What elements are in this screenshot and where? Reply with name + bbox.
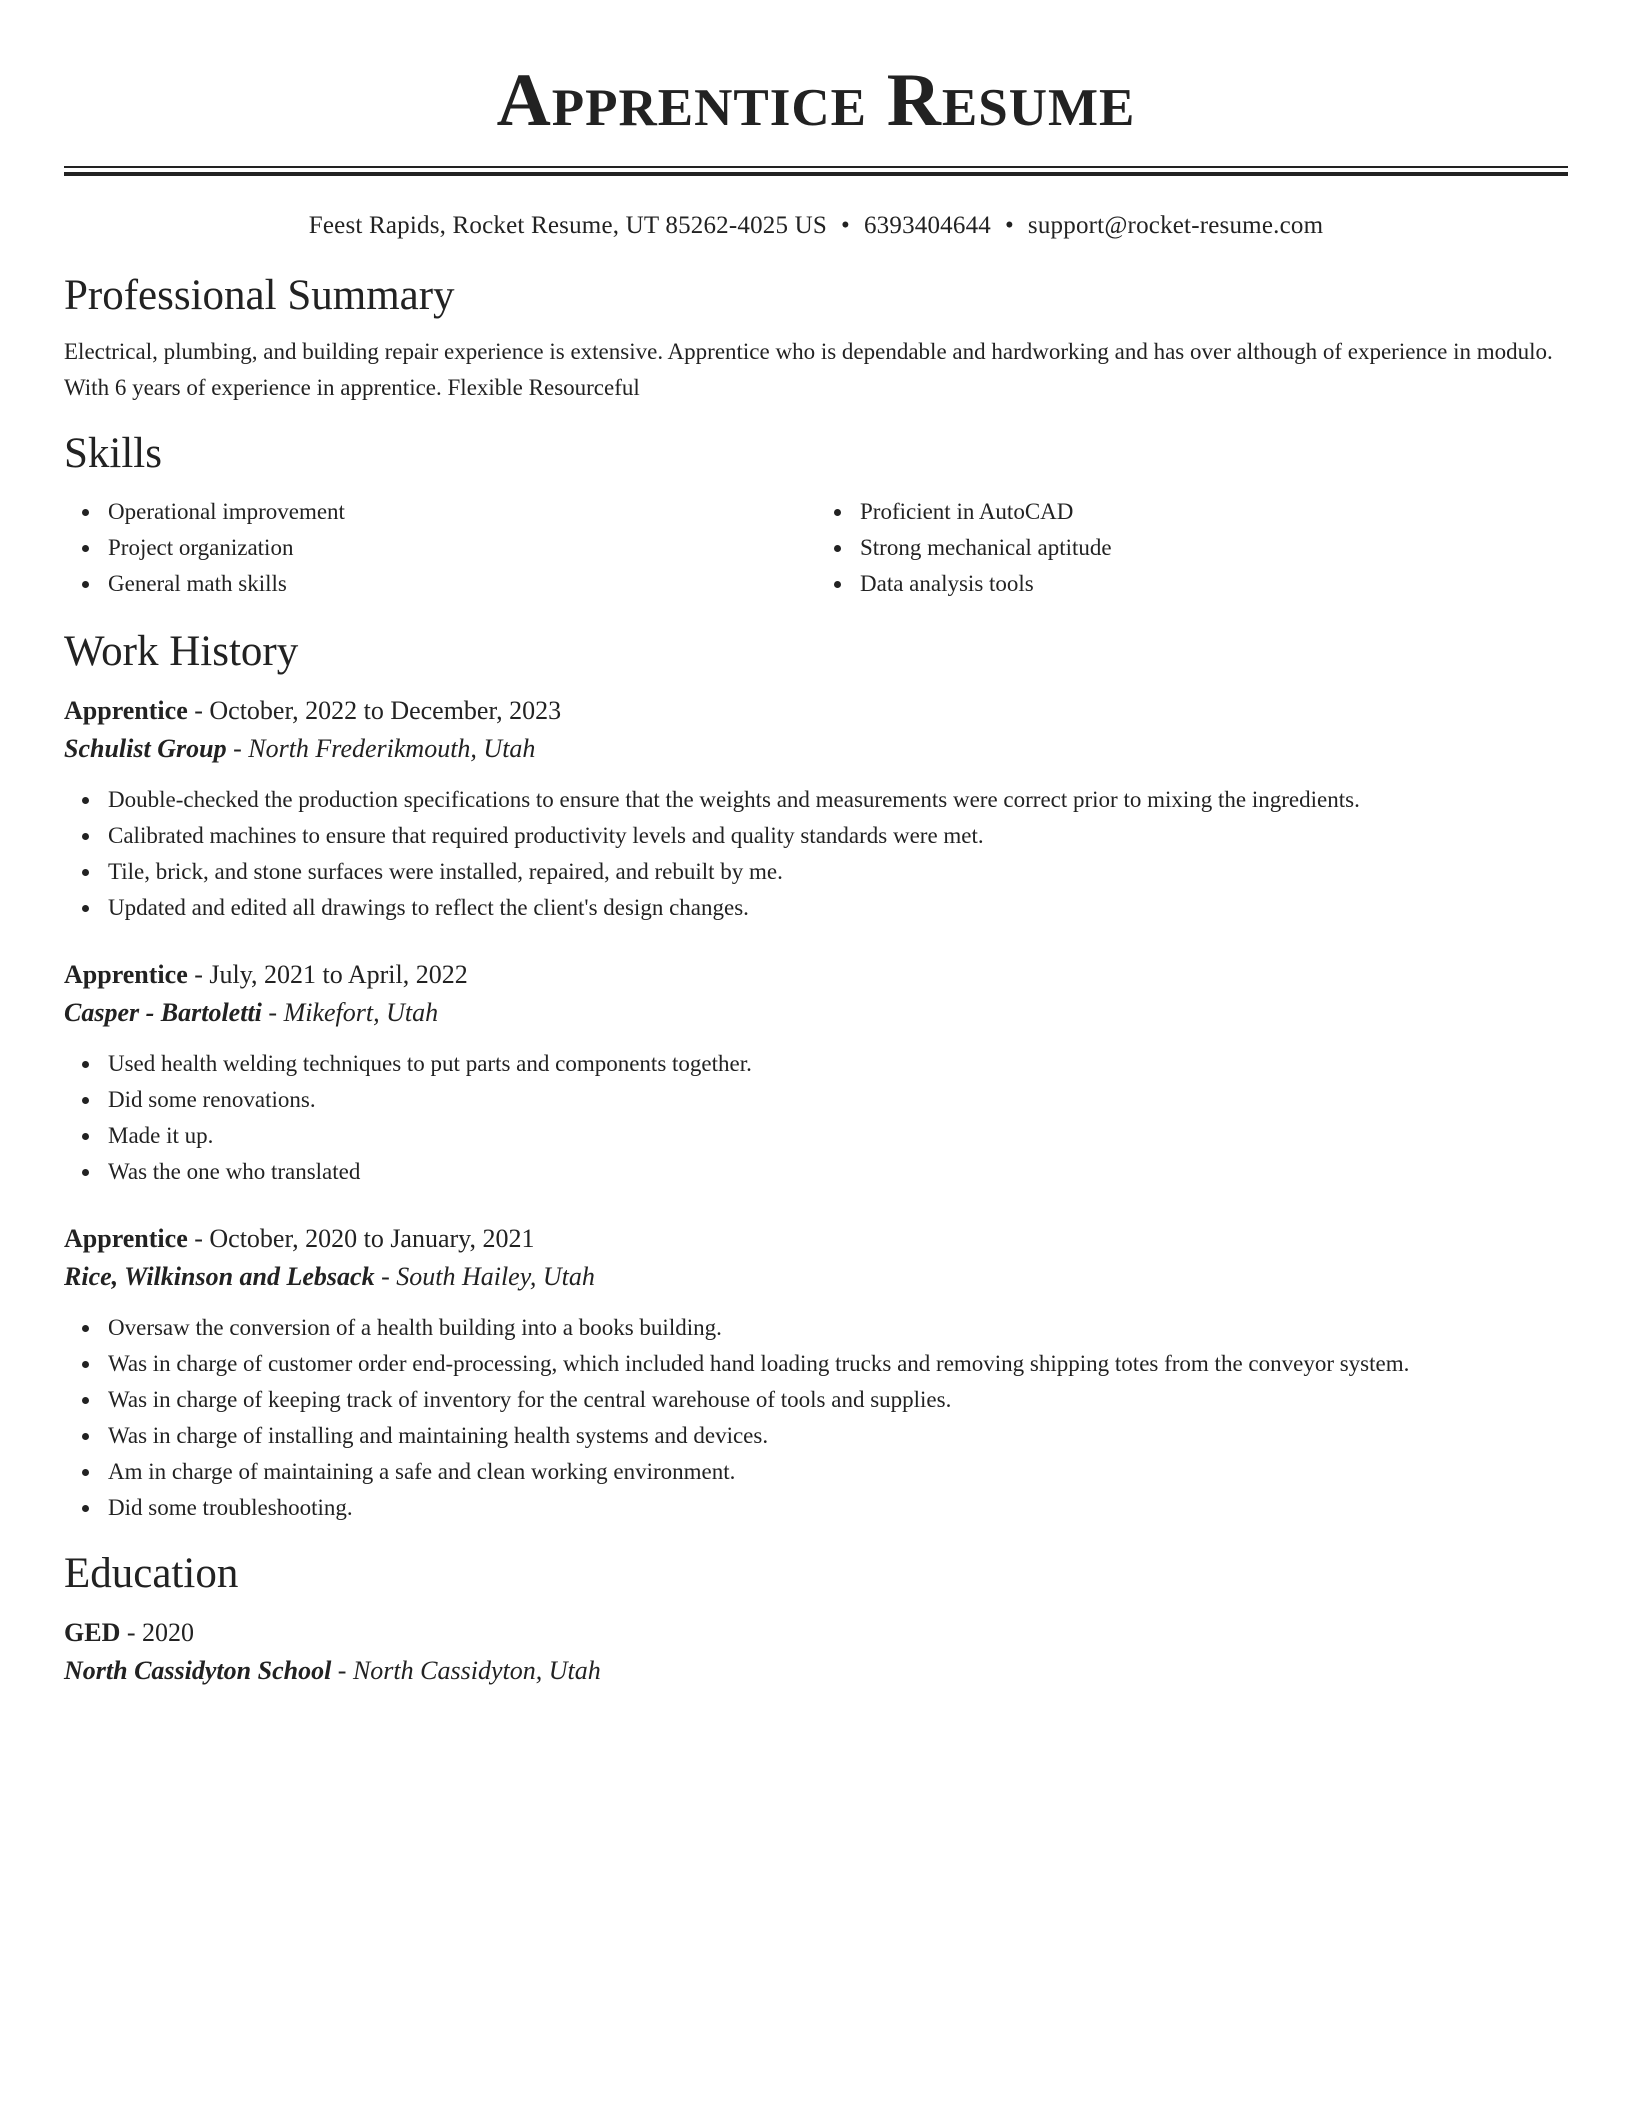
- job-duty: Did some renovations.: [64, 1082, 1568, 1118]
- education-section: [64, 1548, 1568, 1690]
- job-company: Schulist Group: [64, 734, 227, 763]
- job-dates: - October, 2020 to January, 2021: [187, 1224, 535, 1253]
- skill-item: Project organization: [64, 530, 816, 566]
- job-role: Apprentice: [64, 1224, 188, 1253]
- job-company-line: [64, 730, 1568, 768]
- contact-phone: 6393404644: [863, 212, 991, 239]
- job-company-line: [64, 1258, 1568, 1296]
- job-duties-list: [64, 1046, 1568, 1190]
- job-company-line: [64, 994, 1568, 1032]
- contact-address: Feest Rapids, Rocket Resume, UT 85262-4025 US: [308, 212, 828, 239]
- education-degree-line: [64, 1614, 1568, 1652]
- job-location: - North Frederikmouth, Utah: [226, 734, 536, 763]
- education-entry: [64, 1614, 1568, 1690]
- job-duty: Was the one who translated: [64, 1154, 1568, 1190]
- skill-item: Strong mechanical aptitude: [816, 530, 1568, 566]
- contact-email: support@rocket-resume.com: [1027, 212, 1324, 239]
- job-duty: Updated and edited all drawings to reflect the client's design changes.: [64, 890, 1568, 926]
- skills-heading: Skills: [64, 430, 162, 477]
- job-duty: Double-checked the production specifications to ensure that the weights and measurements were correct prior to mixing the ingredients.: [64, 782, 1568, 818]
- job-duty: Was in charge of customer order end-processing, which included hand loading trucks and removing shipping totes from the conveyor system.: [64, 1346, 1568, 1382]
- skills-list-right: [816, 494, 1568, 602]
- job-duty: Did some troubleshooting.: [64, 1490, 1568, 1526]
- job-role: Apprentice: [64, 696, 188, 725]
- work-history-section: [64, 626, 1568, 1526]
- job-duty: Calibrated machines to ensure that required productivity levels and quality standards were met.: [64, 818, 1568, 854]
- job-role: Apprentice: [64, 960, 188, 989]
- skills-grid: [64, 494, 1568, 602]
- job-location: - Mikefort, Utah: [261, 998, 439, 1027]
- title-double-rule: [64, 166, 1568, 176]
- job-title-line: [64, 1220, 1568, 1258]
- job-duty: Am in charge of maintaining a safe and clean working environment.: [64, 1454, 1568, 1490]
- job-duty: Used health welding techniques to put parts and components together.: [64, 1046, 1568, 1082]
- education-school-line: [64, 1652, 1568, 1690]
- contact-line: [64, 210, 1568, 242]
- job-title-line: [64, 956, 1568, 994]
- job-entry: [64, 692, 1568, 926]
- job-company: Casper - Bartoletti: [64, 998, 262, 1027]
- skills-list-left: [64, 494, 816, 602]
- skill-item: General math skills: [64, 566, 816, 602]
- job-duty: Tile, brick, and stone surfaces were installed, repaired, and rebuilt by me.: [64, 854, 1568, 890]
- work-history-heading: Work History: [64, 628, 299, 675]
- job-company: Rice, Wilkinson and Lebsack: [64, 1262, 375, 1291]
- job-duty: Oversaw the conversion of a health building into a books building.: [64, 1310, 1568, 1346]
- skill-item: Proficient in AutoCAD: [816, 494, 1568, 530]
- education-school: North Cassidyton School: [64, 1656, 332, 1685]
- job-location: - South Hailey, Utah: [374, 1262, 595, 1291]
- summary-heading: Professional Summary: [64, 272, 455, 319]
- resume-title: Apprentice Resume: [496, 59, 1136, 142]
- education-location: - North Cassidyton, Utah: [331, 1656, 601, 1685]
- contact-separator: •: [841, 212, 850, 239]
- job-dates: - October, 2022 to December, 2023: [187, 696, 562, 725]
- contact-separator: •: [1004, 212, 1014, 239]
- job-duty: Made it up.: [64, 1118, 1568, 1154]
- skills-section: [64, 428, 1568, 602]
- summary-text: Electrical, plumbing, and building repair experience is extensive. Apprentice who is dependable and hardworking and has over although of experience in modulo. With 6 years of experience in apprentice. Flexible Resourceful: [64, 339, 1553, 400]
- education-degree: GED: [64, 1618, 121, 1647]
- job-entry: [64, 956, 1568, 1190]
- job-dates: - July, 2021 to April, 2022: [187, 960, 468, 989]
- job-title-line: [64, 692, 1568, 730]
- summary-section: [64, 270, 1568, 406]
- job-duties-list: [64, 1310, 1568, 1526]
- job-duty: Was in charge of installing and maintaining health systems and devices.: [64, 1418, 1568, 1454]
- job-duty: Was in charge of keeping track of inventory for the central warehouse of tools and supplies.: [64, 1382, 1568, 1418]
- job-entry: [64, 1220, 1568, 1526]
- job-duties-list: [64, 782, 1568, 926]
- education-heading: Education: [64, 1550, 239, 1597]
- skill-item: Operational improvement: [64, 494, 816, 530]
- skill-item: Data analysis tools: [816, 566, 1568, 602]
- education-year: - 2020: [120, 1618, 195, 1647]
